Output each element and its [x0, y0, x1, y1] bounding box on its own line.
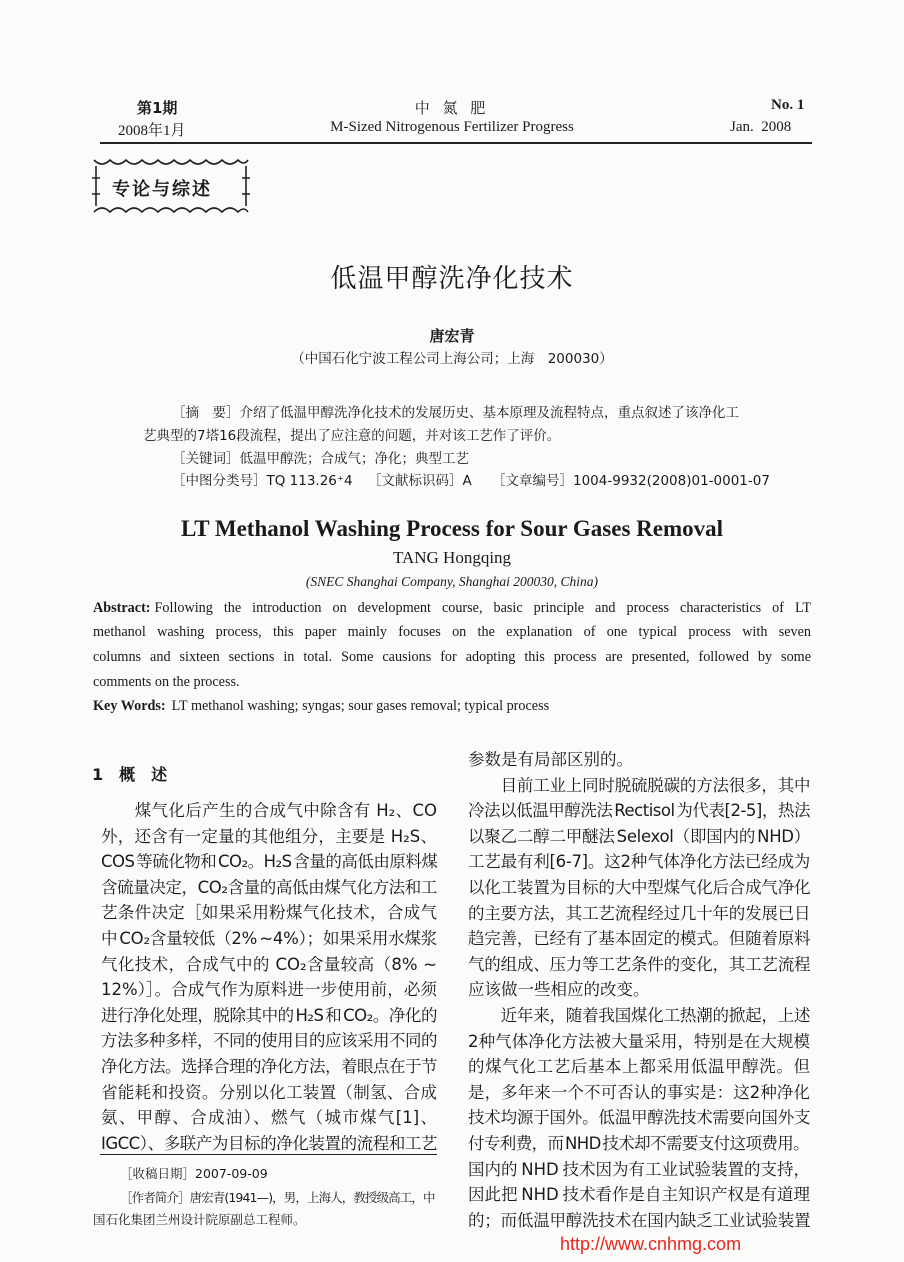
body-line: 12%）］。合成气作为原料进一步使用前，必须 [101, 980, 437, 1000]
body-line: 工艺最有利[6-7]。这2种气体净化方法已经成为 [468, 852, 810, 872]
abstract-cn-line-1: ［摘 要］介绍了低温甲醇洗净化技术的发展历史、基本原理及流程特点，重点叙述了该净化工 [172, 405, 739, 421]
body-line: 含硫量决定，CO₂含量的高低由煤气化方法和工 [101, 877, 437, 897]
received-date: ［收稿日期］2007-09-09 [120, 1166, 268, 1181]
article-title-en: LT Methanol Washing Process for Sour Gases Removal [180, 516, 724, 541]
body-line: 国内的 NHD 技术因为有工业试验装置的支持， [468, 1159, 810, 1179]
body-line: 方法多种多样，不同的使用目的应该采用不同的 [101, 1031, 437, 1051]
section-badge-label: 专论与综述 [112, 179, 212, 200]
classification-number: ［中图分类号］TQ 113.26⁺4 [172, 473, 353, 489]
article-number: ［文章编号］1004-9932(2008)01-0001-07 [492, 473, 770, 489]
body-line: 付专利费，而 NHD 技术却不需要支付这项费用。 [468, 1134, 810, 1153]
body-line: 净化方法。选择合理的净化方法，着眼点在于节 [101, 1057, 437, 1076]
body-line: 的主要方法，其工艺流程经过几十年的发展已日 [468, 903, 811, 923]
body-line: 氨、甲醇、合成油）、燃气（城市煤气[1]、 [101, 1108, 437, 1128]
abstract-en-text-1: Following the introduction on development course, basic principle and process characteristics of LT [154, 600, 811, 616]
journal-en: M-Sized Nitrogenous Fertilizer Progress [330, 119, 574, 135]
body-line: 外，还含有一定量的其他组分，主要是 H₂S、 [101, 826, 437, 846]
body-line: 趋完善，已经有了基本固定的模式。但随着原料 [468, 929, 811, 949]
issue-en: No. 1 [771, 97, 805, 113]
body-line: 以化工装置为目标的大中型煤气化后合成气净化 [468, 878, 811, 897]
footnote-rule [100, 1154, 437, 1155]
keywords-en [93, 698, 549, 715]
body-line: 以聚乙二醇二甲醚法 Selexol（即国内的 NHD） [468, 826, 810, 846]
issue-cn: 第1期 [137, 99, 178, 117]
body-line: 目前工业上同时脱硫脱碳的方法很多，其中 [468, 775, 811, 795]
body-line: COS 等硫化物和 CO₂。H₂S 含量的高低由原料煤 [101, 852, 438, 872]
body-line: 冷法以低温甲醇洗法 Rectisol 为代表[2-5]，热法 [468, 801, 810, 821]
section-badge [92, 156, 250, 216]
watermark: http://www.cnhmg.com [560, 1234, 742, 1254]
abstract-en-line-3: columns and sixteen sections in total. Some causions for adopting this process are presented, followed by some [93, 649, 811, 665]
body-line: 2种气体净化方法被大量采用，特别是在大规模 [468, 1031, 810, 1051]
abstract-en-label: Abstract: [93, 600, 151, 616]
abstract-en-line-1 [93, 600, 811, 617]
body-line: IGCC）、多联产为目标的净化装置的流程和工艺 [101, 1133, 437, 1153]
body-line: 省能耗和投资。分别以化工装置（制氢、合成 [101, 1082, 437, 1102]
keywords-cn: ［关键词］低温甲醇洗；合成气；净化；典型工艺 [172, 451, 469, 467]
body-line: 参数是有局部区别的。 [468, 750, 633, 769]
header-rule [100, 142, 812, 144]
article-title-cn: 低温甲醇洗净化技术 [330, 264, 574, 294]
abstract-cn-line-2: 艺典型的7塔16段流程，提出了应注意的问题，并对该工艺作了评价。 [143, 428, 561, 444]
author-en: TANG Hongqing [392, 548, 512, 567]
date-en: Jan. 2008 [730, 119, 792, 135]
body-line: 的；而低温甲醇洗技术在国内缺乏工业试验装置 [468, 1210, 811, 1230]
body-line: 气化技术，合成气中的 CO₂含量较高（8% ~ [101, 954, 437, 974]
date-cn: 2008年1月 [118, 123, 186, 139]
body-line: 是，多年来一个不可否认的事实是：这2种净化 [468, 1082, 810, 1102]
keywords-en-text: LT methanol washing; syngas; sour gases removal; typical process [171, 698, 550, 714]
body-line: 技术均源于国外。低温甲醇洗技术需要向国外支 [468, 1108, 811, 1128]
body-line: 进行净化处理，脱除其中的 H₂S 和 CO₂。净化的 [101, 1005, 437, 1025]
body-line: 煤气化后产生的合成气中除含有 H₂、CO [101, 801, 437, 820]
body-line: 近年来，随着我国煤化工热潮的掀起，上述 [468, 1006, 811, 1025]
body-line: 艺条件决定［如果采用粉煤气化技术，合成气 [101, 903, 437, 923]
journal-cn: 中 氮 肥 [414, 99, 490, 117]
document-code: ［文献标识码］A [368, 473, 472, 489]
body-line: 中 CO₂含量较低（2% ~4%）；如果采用水煤浆 [101, 929, 438, 948]
abstract-en-line-4: comments on the process. [93, 674, 240, 690]
affiliation-en: (SNEC Shanghai Company, Shanghai 200030, China) [305, 574, 599, 589]
body-line: 的煤气化工艺后基本上都采用低温甲醇洗。但 [468, 1057, 810, 1077]
keywords-en-label: Key Words: [93, 698, 166, 714]
body-line: 应该做一些相应的改变。 [468, 980, 650, 1000]
section-heading: 1 概 述 [92, 765, 168, 784]
author-bio-line-1: ［作者简介］唐宏青(1941—)，男，上海人，教授级高工，中 [120, 1190, 435, 1205]
abstract-en-line-2: methanol washing process, this paper mainly focuses on the explanation of one typical process with seven [93, 624, 811, 640]
affiliation-cn: （中国石化宁波工程公司上海公司；上海 200030） [291, 351, 613, 367]
body-line: 因此把 NHD 技术看作是自主知识产权是有道理 [468, 1185, 810, 1205]
body-line: 气的组成、压力等工艺条件的变化，其工艺流程 [468, 954, 811, 974]
author-bio-line-2: 国石化集团兰州设计院原副总工程师。 [93, 1212, 306, 1227]
author-cn: 唐宏青 [429, 327, 475, 345]
